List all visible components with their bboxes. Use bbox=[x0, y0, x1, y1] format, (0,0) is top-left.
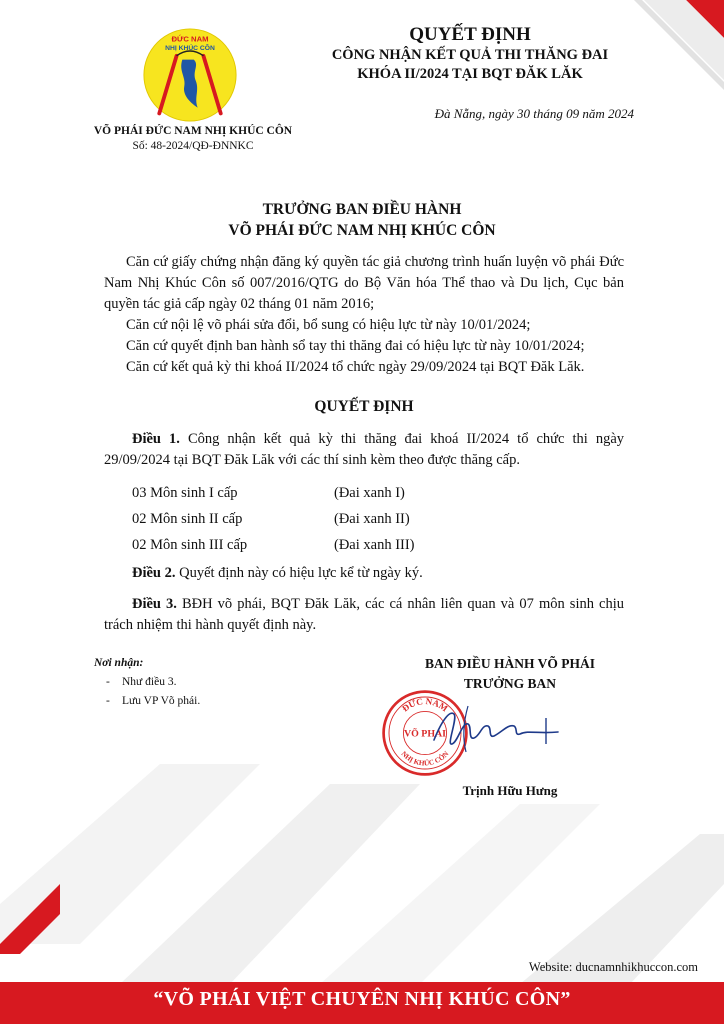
stamp-text-center: VÕ PHÁI bbox=[404, 728, 446, 740]
ground-3: Căn cứ quyết định ban hành sổ tay thi thăng đai có hiệu lực từ này 10/01/2024; bbox=[126, 338, 585, 354]
document-subtitle-1: CÔNG NHẬN KẾT QUẢ THI THĂNG ĐAI bbox=[331, 47, 609, 63]
signature bbox=[428, 700, 578, 756]
org-name: VÕ PHÁI ĐỨC NAM NHỊ KHÚC CÔN bbox=[93, 125, 293, 137]
recipients-list bbox=[94, 673, 200, 711]
decision-heading: QUYẾT ĐỊNH bbox=[314, 398, 414, 415]
signer-title: TRƯỞNG BAN bbox=[463, 676, 557, 691]
rank-belt: (Đai xanh I) bbox=[334, 485, 405, 501]
issuing-authority bbox=[0, 199, 724, 241]
document-header bbox=[290, 24, 650, 84]
website-link[interactable]: Website: ducnamnhikhuccon.com bbox=[528, 960, 698, 974]
article-3 bbox=[104, 594, 624, 636]
recipient-item: - Như điều 3. bbox=[94, 673, 200, 692]
document-subtitle-2: KHÓA II/2024 TẠI BQT ĐĂK LĂK bbox=[357, 66, 583, 82]
article-2-text: Quyết định này có hiệu lực kể từ ngày ký. bbox=[179, 565, 423, 581]
article-1-label: Điều 1. bbox=[132, 431, 180, 447]
article-1-text: Công nhận kết quả kỳ thi thăng đai khoá II/2024 tổ chức thi ngày 29/09/2024 tại BQT Đăk Lăk với các thí sinh kèm theo được thăng cấp. bbox=[104, 431, 625, 468]
article-3-label: Điều 3. bbox=[132, 596, 177, 612]
issue-date: Đà Nẵng, ngày 30 tháng 09 năm 2024 bbox=[434, 106, 634, 121]
logo-text-top: ĐỨC NAM bbox=[171, 34, 209, 44]
recipients bbox=[94, 657, 200, 711]
article-2-label: Điều 2. bbox=[132, 565, 176, 581]
document-title: QUYẾT ĐỊNH bbox=[409, 24, 531, 45]
rank-count: 02 Môn sinh III cấp bbox=[132, 537, 248, 553]
signer-org: BAN ĐIỀU HÀNH VÕ PHÁI bbox=[424, 656, 595, 671]
rank-count: 02 Môn sinh II cấp bbox=[132, 511, 243, 527]
recipients-label: Nơi nhận: bbox=[94, 657, 144, 669]
recipient-item: - Lưu VP Võ phái. bbox=[94, 692, 200, 711]
organization-logo bbox=[142, 27, 238, 123]
authority-line-1: TRƯỞNG BAN ĐIỀU HÀNH bbox=[262, 201, 462, 218]
document-body bbox=[104, 252, 624, 636]
rank-row bbox=[104, 535, 624, 561]
signer-name: Trịnh Hữu Hưng bbox=[462, 783, 558, 798]
document-number: Số: 48-2024/QĐ-ĐNNKC bbox=[132, 140, 254, 152]
authority-line-2: VÕ PHÁI ĐỨC NAM NHỊ KHÚC CÔN bbox=[228, 222, 496, 239]
rank-row bbox=[104, 483, 624, 509]
rank-belt: (Đai xanh III) bbox=[334, 537, 415, 553]
article-2 bbox=[104, 563, 624, 584]
footer-motto: “VÕ PHÁI VIỆT CHUYÊN NHỊ KHÚC CÔN” bbox=[153, 988, 571, 1010]
ground-2: Căn cứ nội lệ võ phái sửa đổi, bổ sung có hiệu lực từ này 10/01/2024; bbox=[126, 317, 531, 333]
rank-row bbox=[104, 509, 624, 535]
article-1 bbox=[104, 429, 624, 471]
article-3-text: BĐH võ phái, BQT Đăk Lăk, các cá nhân liên quan và 07 môn sinh chịu trách nhiệm thi hành quyết định này. bbox=[104, 596, 625, 633]
rank-belt: (Đai xanh II) bbox=[334, 511, 410, 527]
logo-text-bottom: NHỊ KHÚC CÔN bbox=[165, 45, 215, 53]
rank-count: 03 Môn sinh I cấp bbox=[132, 485, 238, 501]
stamp-text-top: ĐỨC NAM bbox=[400, 696, 450, 714]
stamp-text-bottom: NHỊ KHÚC CÔN bbox=[399, 749, 451, 768]
ground-4: Căn cứ kết quả kỳ thi khoá II/2024 tổ chức ngày 29/09/2024 tại BQT Đăk Lăk. bbox=[126, 359, 585, 375]
ground-1: Căn cứ giấy chứng nhận đăng ký quyền tác giả chương trình huấn luyện võ phái Đức Nam Nhị Khúc Côn số 007/2016/QTG do Bộ Văn hóa Thể thao và Du lịch, Cục bản quyền tác giả cấp ngày 02 tháng 01 năm 2016; bbox=[104, 254, 624, 312]
